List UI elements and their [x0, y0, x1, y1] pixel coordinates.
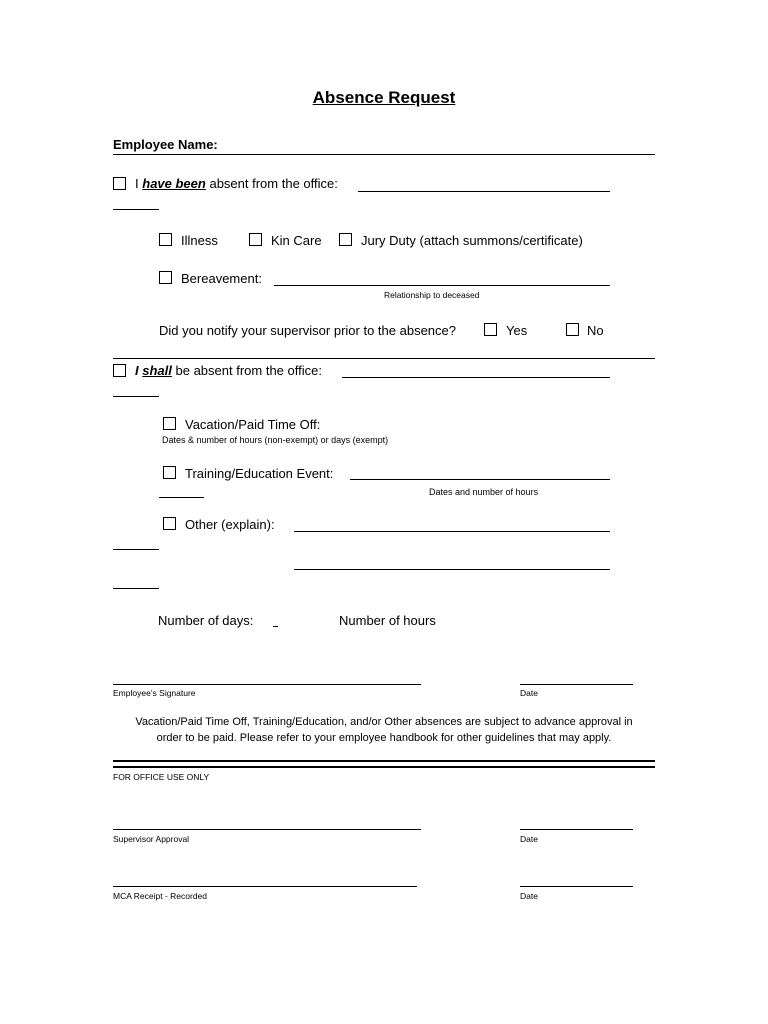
employee-signature-label: Employee’s Signature [113, 688, 196, 698]
number-of-hours-label: Number of hours [339, 613, 436, 628]
mca-date-label: Date [520, 891, 538, 901]
employee-name-label: Employee Name: [113, 137, 218, 152]
training-caption: Dates and number of hours [429, 487, 539, 497]
shall-emphasis: shall [142, 363, 172, 378]
office-use-double-rule [113, 760, 655, 768]
employee-name-input[interactable] [222, 135, 656, 155]
supervisor-approval-label: Supervisor Approval [113, 834, 190, 844]
have-been-absent-label [135, 176, 338, 192]
other-underline-2 [294, 569, 610, 570]
supervisor-date-label: Date [520, 834, 538, 844]
supervisor-approval-line [113, 829, 421, 830]
have-been-suffix: absent from the office: [209, 176, 338, 191]
number-of-days-underline [273, 626, 278, 627]
shall-dates-underline [342, 377, 610, 378]
section-divider [113, 358, 655, 359]
have-been-absent-checkbox[interactable] [113, 177, 126, 190]
bereavement-underline [274, 285, 610, 286]
training-label: Training/Education Event: [185, 466, 334, 481]
jury-duty-checkbox[interactable] [339, 233, 352, 246]
other-checkbox[interactable] [163, 517, 176, 530]
shall-dates-underline-cont [113, 396, 159, 397]
jury-duty-label: Jury Duty (attach summons/certificate) [361, 233, 583, 248]
have-been-prefix: I [135, 176, 139, 191]
page-title: Absence Request [312, 88, 456, 107]
supervisor-date-line [520, 829, 633, 830]
other-underline-1 [294, 531, 610, 532]
bereavement-checkbox[interactable] [159, 271, 172, 284]
notify-yes-checkbox[interactable] [484, 323, 497, 336]
have-been-dates-underline-cont [113, 209, 159, 210]
approval-notice-line-1: Vacation/Paid Time Off, Training/Education, and/or Other absences are subject to advance approval in [135, 716, 633, 728]
relationship-caption: Relationship to deceased [384, 290, 480, 300]
shall-be-absent-label [135, 363, 322, 379]
notify-yes-label: Yes [506, 323, 528, 338]
office-use-heading: FOR OFFICE USE ONLY [113, 772, 210, 782]
notify-no-checkbox[interactable] [566, 323, 579, 336]
shall-be-absent-checkbox[interactable] [113, 364, 126, 377]
illness-label: Illness [181, 233, 218, 248]
other-underline-1-cont [113, 549, 159, 550]
shall-suffix: be absent from the office: [175, 363, 322, 378]
kin-care-label: Kin Care [271, 233, 322, 248]
other-label: Other (explain): [185, 517, 275, 532]
number-of-days-input[interactable] [272, 610, 284, 630]
vacation-caption: Dates & number of hours (non-exempt) or days (exempt) [162, 435, 389, 445]
mca-date-line [520, 886, 633, 887]
kin-care-checkbox[interactable] [249, 233, 262, 246]
mca-receipt-label: MCA Receipt - Recorded [113, 891, 208, 901]
training-underline-cont [159, 497, 204, 498]
notify-question: Did you notify your supervisor prior to the absence? [159, 323, 456, 338]
illness-checkbox[interactable] [159, 233, 172, 246]
approval-notice-line-2: order to be paid. Please refer to your employee handbook for other guidelines that may apply. [156, 732, 612, 744]
number-of-days-label: Number of days: [158, 613, 254, 628]
employee-date-line [520, 684, 633, 685]
employee-signature-line [113, 684, 421, 685]
vacation-label: Vacation/Paid Time Off: [185, 417, 321, 432]
have-been-emphasis: have been [142, 176, 206, 191]
employee-name-underline [113, 154, 655, 155]
training-checkbox[interactable] [163, 466, 176, 479]
mca-receipt-line [113, 886, 417, 887]
vacation-checkbox[interactable] [163, 417, 176, 430]
training-underline [350, 479, 610, 480]
other-underline-2-cont [113, 588, 159, 589]
bereavement-label: Bereavement: [181, 271, 262, 286]
employee-date-label: Date [520, 688, 538, 698]
shall-prefix: I [135, 363, 139, 378]
have-been-dates-underline [358, 191, 610, 192]
notify-no-label: No [587, 323, 604, 338]
